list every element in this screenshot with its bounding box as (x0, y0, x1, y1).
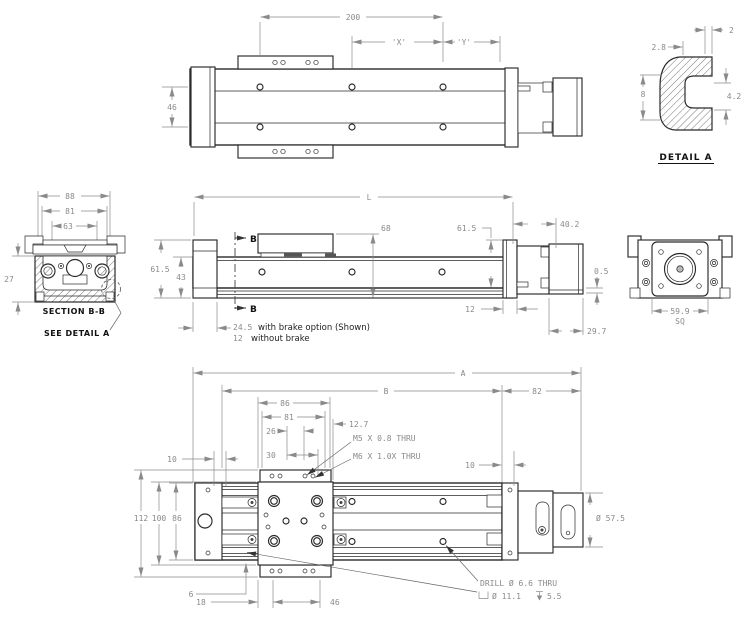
dim-12-label: 12 (465, 305, 475, 314)
dim-63-label: 63 (63, 222, 73, 231)
dim-6-label: 6 (188, 590, 194, 599)
dim-A-label: A (460, 369, 466, 378)
dim-40-2-label: 40.2 (560, 220, 580, 229)
end-plate (191, 67, 215, 147)
dim-2-8-label: 2.8 (651, 43, 666, 52)
motor-side (549, 244, 583, 294)
cbore-depth-label: 5.5 (547, 592, 562, 601)
motor-adapter-bottom (518, 491, 553, 553)
brake-option-note (233, 323, 370, 344)
dim-0-5-label: 0.5 (594, 267, 609, 276)
dim-88-label: 88 (65, 192, 75, 201)
top-view-body (190, 56, 582, 158)
end-cap-side (503, 240, 517, 298)
end-cap (505, 68, 518, 147)
dim-10-right-label: 10 (465, 461, 475, 470)
carriage-flange-top-b (260, 470, 331, 482)
bottom-view (134, 367, 625, 608)
see-detail-a-note: SEE DETAIL A (44, 329, 110, 338)
dim-112-label: 112 (133, 514, 149, 523)
side-view (150, 193, 608, 344)
cbore-dia-label: Ø 11.1 (492, 592, 521, 601)
carriage-flange-bottom-b (260, 565, 331, 577)
counterbore-symbol (479, 592, 488, 599)
top-view (162, 13, 582, 158)
m6-thread-note: M6 X 1.0X THRU (353, 452, 421, 461)
dim-y-label: 'Y' (456, 38, 472, 47)
dim-43-label: 43 (176, 273, 186, 282)
carriage-side (258, 234, 333, 253)
section-bb-view (4, 191, 125, 338)
dim-10-left-label: 10 (167, 455, 177, 464)
brake-dim-value: 24.5 (233, 323, 253, 332)
dim-100-label: 100 (151, 514, 167, 523)
section-marker-b-top: B (250, 235, 257, 245)
dim-61-5-right-label: 61.5 (457, 224, 477, 233)
flange-holes (273, 60, 318, 153)
dim-27-label: 27 (4, 275, 14, 284)
base-holes-bottom (349, 499, 446, 545)
dim-81-label: 81 (65, 207, 75, 216)
dim-82-label: 82 (532, 387, 542, 396)
dim-68-label: 68 (381, 224, 391, 233)
c-profile-section (660, 57, 712, 130)
dim-29-7-label: 29.7 (587, 327, 607, 336)
end-plate-bottom (195, 483, 222, 560)
dim-46b-label: 46 (330, 598, 340, 607)
dim-61-5-left-label: 61.5 (150, 265, 170, 274)
dim-59-9-label: 59.9 (670, 307, 690, 316)
dim-200-label: 200 (345, 13, 361, 22)
ball-screw (67, 260, 84, 277)
dim-x-label: 'X' (391, 38, 407, 47)
dim-2-label: 2 (729, 26, 734, 35)
m5-thread-note: M5 X 0.8 THRU (353, 434, 416, 443)
dim-57-5-label: Ø 57.5 (596, 514, 625, 523)
depth-symbol (536, 592, 543, 601)
dim-B-label: B (383, 387, 389, 396)
end-plate-side (193, 240, 217, 298)
base-rails (217, 288, 513, 298)
no-brake-dim-value: 12 (233, 334, 243, 343)
motor-shaft (677, 266, 683, 272)
dim-86-label: 86 (280, 399, 290, 408)
section-bb-title: SECTION B-B (42, 307, 106, 316)
detail-a-title: DETAIL A (659, 153, 713, 163)
end-view (628, 236, 732, 326)
dim-12-7-label: 12.7 (349, 420, 369, 429)
detail-a-view (640, 26, 741, 164)
dim-8-label: 8 (640, 90, 646, 99)
motor (553, 78, 582, 136)
dim-18-label: 18 (196, 598, 206, 607)
dim-4-2-label: 4.2 (726, 92, 742, 101)
dim-81b-label: 81 (284, 413, 294, 422)
dim-46-label: 46 (167, 103, 177, 112)
end-view-part (628, 236, 732, 298)
bottom-view-body (195, 470, 583, 577)
sq-label: SQ (675, 317, 685, 326)
dim-26-label: 26 (266, 427, 276, 436)
section-cut-line (235, 232, 257, 315)
no-brake-dim-text: without brake (251, 334, 310, 344)
drill-note: DRILL Ø 6.6 THRU (480, 579, 558, 588)
end-cap-bottom (502, 483, 518, 560)
dim-L-label: L (366, 193, 372, 202)
brake-dim-text: with brake option (Shown) (258, 323, 370, 333)
dim-30-label: 30 (266, 451, 276, 460)
section-marker-b-bottom: B (250, 305, 257, 315)
dim-86v-label: 86 (172, 514, 182, 523)
carriage-plate (258, 482, 333, 565)
end-view-dims (652, 299, 708, 326)
